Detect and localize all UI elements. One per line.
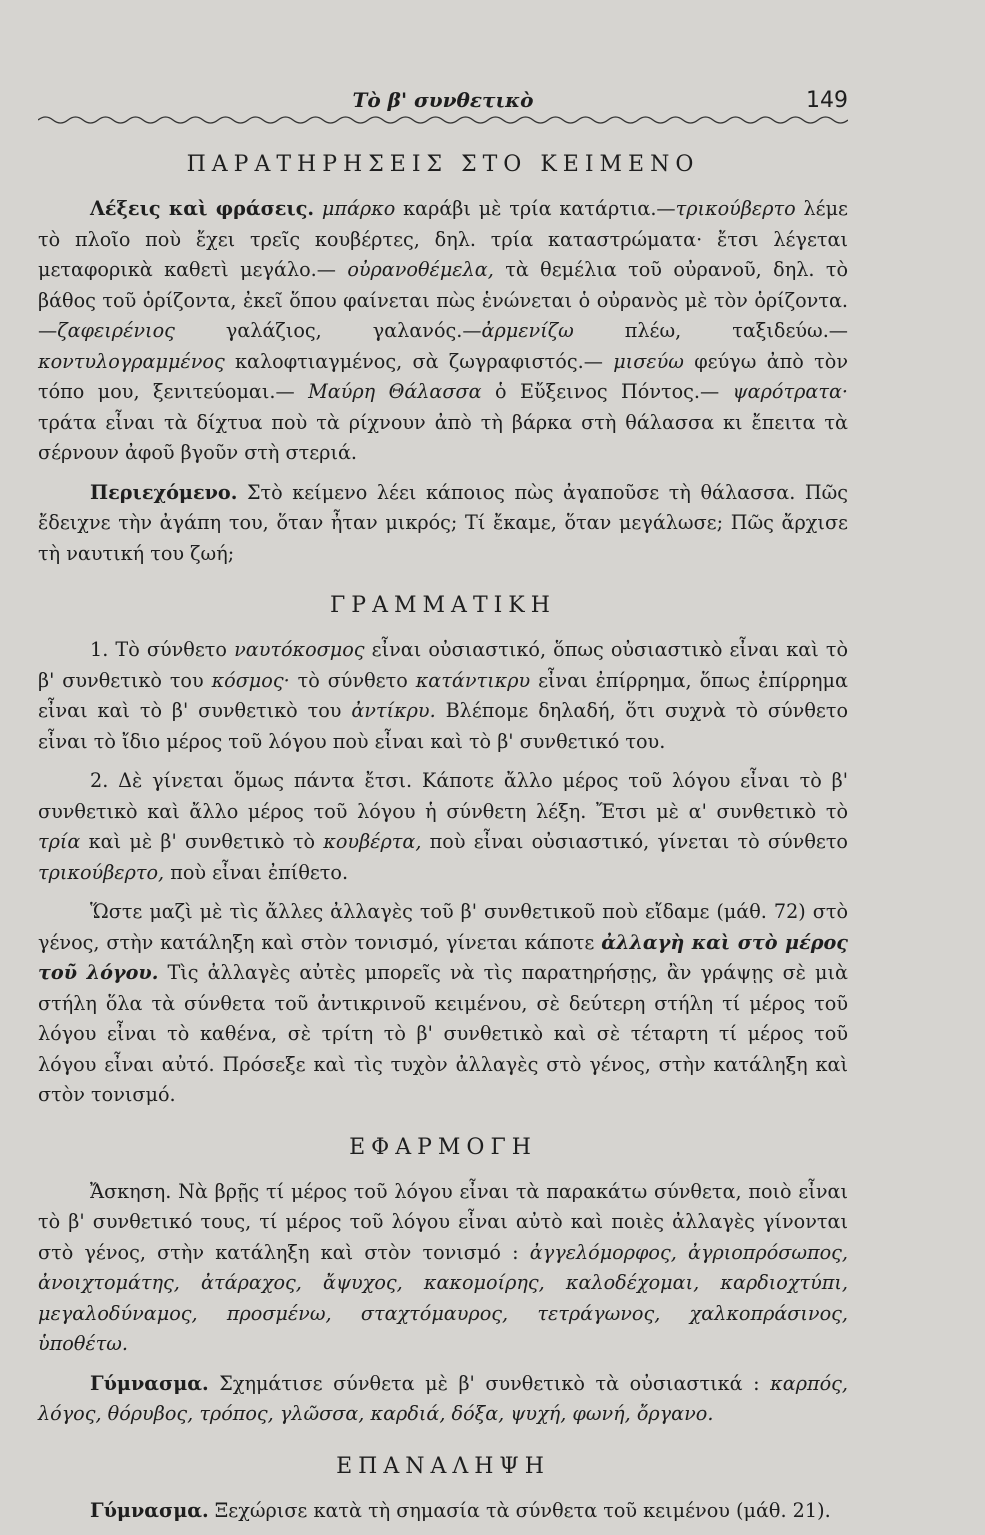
running-title: Τὸ β' συνθετικὸ — [352, 88, 534, 112]
paragraph-content: Περιεχόμενο. Στὸ κείμενο λέει κάποιος πὼς ἀγαποῦσε τὴ θάλασσα. Πῶς ἔδειχνε τὴν ἀγάπη του, ὅταν ἦταν μικρός; Τί ἔκαμε, ὅταν μεγάλωσε; Πῶς ἄρχισε τὴ ναυτική του ζωή; — [38, 480, 848, 565]
page-content — [38, 150, 848, 1535]
drill-word-list: καρπός, λόγος, θόρυβος, τρόπος, γλῶσσα, καρδιά, δόξα, ψυχή, φωνή, ὄργανο. — [38, 1371, 848, 1425]
term-kontylogrammenos: κοντυλογραμμένος — [38, 349, 225, 373]
heading-observations: ΠΑΡΑΤΗΡΗΣΕΙΣ ΣΤΟ ΚΕΙΜΕΝΟ — [186, 152, 700, 177]
term-trikouverto: τρικούβερτο — [675, 197, 796, 220]
label-drill-revision: Γύμνασμα. — [90, 1498, 209, 1522]
exercise-word-list: ἀγγελόμορφος, ἀγριοπρόσωπος, ἀνοιχτομάτης, ἀτάραχος, ἄψυχος, κακομοίρης, καλοδέχομαι, καρδιοχτύπι, μεγαλοδύναμος, προσμένω, σταχτόμαυρος, τετράγωνος, χαλκοπράσινος, ὑποθέτω. — [38, 1240, 849, 1355]
label-words-phrases: Λέξεις καὶ φράσεις. — [90, 197, 315, 220]
wavy-rule — [38, 114, 848, 126]
paragraph-drill-2: Γύμνασμα. Ξεχώρισε κατὰ τὴ σημασία τὰ σύνθετα τοῦ κειμένου (μάθ. 21). — [90, 1498, 831, 1522]
paragraph-vocabulary: Λέξεις καὶ φράσεις. μπάρκο καράβι μὲ τρία κατάρτια.—τρικούβερτο λέμε τὸ πλοῖο ποὺ ἔχει τρεῖς κουβέρτες, δηλ. τρία καταστρώματα· ἔτσι λέγεται μεταφορικὰ καθετὶ μεγάλο.— οὐρανοθέμελα, τὰ θεμέλια τοῦ οὐρανοῦ, δηλ. τὸ βάθος τοῦ ὁρίζοντα, ἐκεῖ ὅπου φαίνεται πὼς ἑνώνεται ὁ οὐρανὸς μὲ τὸν ὁρίζοντα.—ζαφειρένιος γαλάζιος, γαλανός.—ἀρμενίζω πλέω, ταξιδεύω.—κοντυλογραμμένος καλοφτιαγμένος, σὰ ζωγραφιστός.— μισεύω φεύγω ἀπὸ τὸν τόπο μου, ξενιτεύομαι.— Μαύρη Θάλασσα ὁ Εὔξεινος Πόντος.— ψαρότρατα· τράτα εἶναι τὰ δίχτυα ποὺ τὰ ρίχνουν ἀπὸ τὴ βάρκα στὴ θάλασσα κι ἔπειτα τὰ σέρνουν ἀφοῦ βγοῦν στὴ στεριά. — [38, 197, 849, 464]
term-mavri-thalassa: Μαύρη Θάλασσα — [308, 380, 482, 403]
term-zafeirenios: ζαφειρένιος — [57, 319, 175, 342]
label-exercise: Ἄσκηση. — [90, 1179, 172, 1203]
heading-revision: ΕΠΑΝΑΛΗΨΗ — [336, 1453, 550, 1479]
term-barko: μπάρκο — [321, 197, 396, 220]
paragraph-exercise: Ἄσκηση. Νὰ βρῇς τί μέρος τοῦ λόγου εἶναι τὰ παρακάτω σύνθετα, ποιὸ εἶναι τὸ β' συνθετικό τους, τί μέρος τοῦ λόγου εἶναι αὐτὸ καὶ ποιὲς ἀλλαγὲς γίνονται στὸ γένος, στὴν κατάληξη καὶ στὸν τονισμό : ἀγγελόμορφος, ἀγριοπρόσωπος, ἀνοιχτομάτης, ἀτάραχος, ἄψυχος, κακομοίρης, καλοδέχομαι, καρδιοχτύπι, μεγαλοδύναμος, προσμένω, σταχτόμαυρος, τετράγωνος, χαλκοπράσινος, ὑποθέτω. — [38, 1179, 849, 1355]
page-number: 149 — [806, 88, 848, 113]
term-armenizo: ἀρμενίζω — [481, 319, 574, 342]
label-content: Περιεχόμενο. — [90, 480, 238, 504]
term-miseyo: μισεύω — [613, 349, 684, 373]
label-drill: Γύμνασμα. — [90, 1371, 209, 1395]
paragraph-grammar-1: 1. Τὸ σύνθετο ναυτόκοσμος εἶναι οὐσιαστικό, ὅπως οὐσιαστικὸ εἶναι καὶ τὸ β' συνθετικὸ του κόσμος· τὸ σύνθετο κατάντικρυ εἶναι ἐπίρρημα, ὅπως ἐπίρρημα εἶναι καὶ τὸ β' συνθετικὸ του ἀντίκρυ. Βλέπομε δηλαδή, ὅτι συχνὰ τὸ σύνθετο εἶναι τὸ ἴδιο μέρος τοῦ λόγου ποὺ εἶναι καὶ τὸ β' συνθετικό του. — [38, 638, 848, 753]
heading-application: ΕΦΑΡΜΟΓΗ — [349, 1134, 537, 1160]
paragraph-drill-1: Γύμνασμα. Σχημάτισε σύνθετα μὲ β' συνθετικὸ τὰ οὐσιαστικά : καρπός, λόγος, θόρυβος, τρόπος, γλῶσσα, καρδιά, δόξα, ψυχή, φωνή, ὄργανο. — [38, 1371, 848, 1425]
term-ouranothemela: οὐρανοθέμελα, — [347, 258, 494, 281]
term-psarotrata: ψαρότρατα· — [732, 380, 848, 403]
heading-grammar: ΓΡΑΜΜΑΤΙΚΗ — [330, 593, 556, 618]
paragraph-grammar-3: Ὥστε μαζὶ μὲ τὶς ἄλλες ἀλλαγὲς τοῦ β' συνθετικοῦ ποὺ εἴδαμε (μάθ. 72) στὸ γένος, στὴν κατάληξη καὶ στὸν τονισμό, γίνεται κάποτε ἀλλαγὴ καὶ στὸ μέρος τοῦ λόγου. Τὶς ἀλλαγὲς αὐτὲς μπορεῖς νὰ τὶς παρατηρήσῃς, ἂν γράψῃς σὲ μιὰ στήλη ὅλα τὰ σύνθετα τοῦ ἀντικρινοῦ κειμένου, σὲ δεύτερη στήλη τί μέρος τοῦ λόγου εἶναι τὸ καθένα, σὲ τρίτη τὸ β' συνθετικὸ καὶ σὲ τέταρτη τί μέρος τοῦ λόγου εἶναι αὐτό. Πρόσεξε καὶ τὶς τυχὸν ἀλλαγὲς στὸ γένος, στὴν κατάληξη καὶ στὸν τονισμό. — [38, 900, 848, 1106]
paragraph-grammar-2: 2. Δὲ γίνεται ὅμως πάντα ἔτσι. Κάποτε ἄλλο μέρος τοῦ λόγου εἶναι τὸ β' συνθετικὸ καὶ ἄλλο μέρος τοῦ λόγου ἡ σύνθετη λέξη. Ἔτσι μὲ α' συνθετικὸ τὸ τρία καὶ μὲ β' συνθετικὸ τὸ κουβέρτα, ποὺ εἶναι οὐσιαστικό, γίνεται τὸ σύνθετο τρικούβερτο, ποὺ εἶναι ἐπίθετο. — [38, 769, 848, 884]
page-header — [38, 88, 848, 128]
